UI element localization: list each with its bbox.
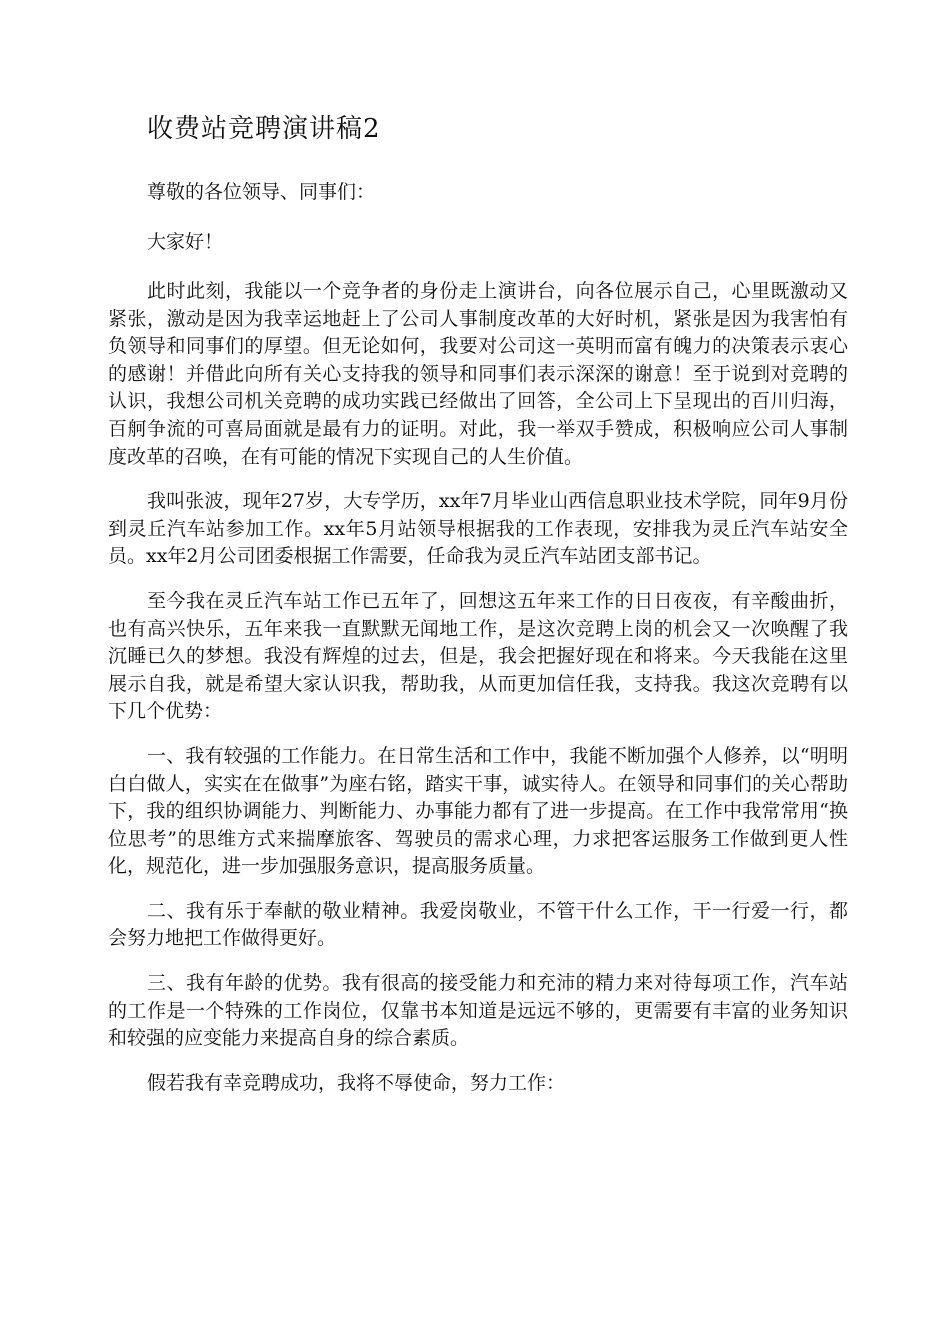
paragraph-advantage-three: 三、我有年龄的优势。我有很高的接受能力和充沛的精力来对待每项工作，汽车站的工作是一个特殊的工作岗位，仅靠书本知道是远远不够的，更需要有丰富的业务知识和较强的应变能力来提高自身的综合素质。 [108,972,848,1050]
paragraph-work-experience: 至今我在灵丘汽车站工作已五年了，回想这五年来工作的日日夜夜，有辛酸曲折，也有高兴快乐，五年来我一直默默无闻地工作，是这次竞聘上岗的机会又一次唤醒了我沉睡已久的梦想。我没有辉煌的过去，但是，我会把握好现在和将来。今天我能在这里展示自我，就是希望大家认识我，帮助我，从而更加信任我，支持我。我这次竞聘有以下几个优势： [108,589,848,723]
salutation: 尊敬的各位领导、同事们： [147,181,376,203]
paragraph-commitment: 假若我有幸竞聘成功，我将不辱使命，努力工作： [147,1071,566,1094]
paragraph-advantage-one: 一、我有较强的工作能力。在日常生活和工作中，我能不断加强个人修养，以“明明白白做人，实实在在做事”为座右铭，踏实干事，诚实待人。在领导和同事们的关心帮助下，我的组织协调能力、判断能力、办事能力都有了进一步提高。在工作中我常常用“换位思考”的思维方式来揣摩旅客、驾驶员的需求心理，力求把客运服务工作做到更人性化，规范化，进一步加强服务意识，提高服务质量。 [108,744,848,878]
document-title: 收费站竞聘演讲稿2 [147,114,381,144]
document-body [108,112,848,1097]
paragraph-advantage-two: 二、我有乐于奉献的敬业精神。我爱岗敬业，不管干什么工作，干一行爱一行，都会努力地把工作做得更好。 [108,899,848,950]
greeting: 大家好！ [147,231,224,253]
paragraph-opening: 此时此刻，我能以一个竞争者的身份走上演讲台，向各位展示自己，心里既激动又紧张，激动是因为我幸运地赶上了公司人事制度改革的大好时机，紧张是因为我害怕有负领导和同事们的厚望。但无论如何，我要对公司这一英明而富有魄力的决策表示衷心的感谢！并借此向所有关心支持我的领导和同事们表示深深的谢意！至于说到对竞聘的认识，我想公司机关竞聘的成功实践已经做出了回答，全公司上下呈现出的百川归海，百舸争流的可喜局面就是最有力的证明。对此，我一举双手赞成，积极响应公司人事制度改革的召唤，在有可能的情况下实现自己的人生价值。 [108,280,848,468]
paragraph-self-introduction: 我叫张波，现年27岁，大专学历，xx年7月毕业山西信息职业技术学院，同年9月份到灵丘汽车站参加工作。xx年5月站领导根据我的工作表现，安排我为灵丘汽车站安全员。xx年2月公司团委根据工作需要，任命我为灵丘汽车站团支部书记。 [108,490,848,568]
